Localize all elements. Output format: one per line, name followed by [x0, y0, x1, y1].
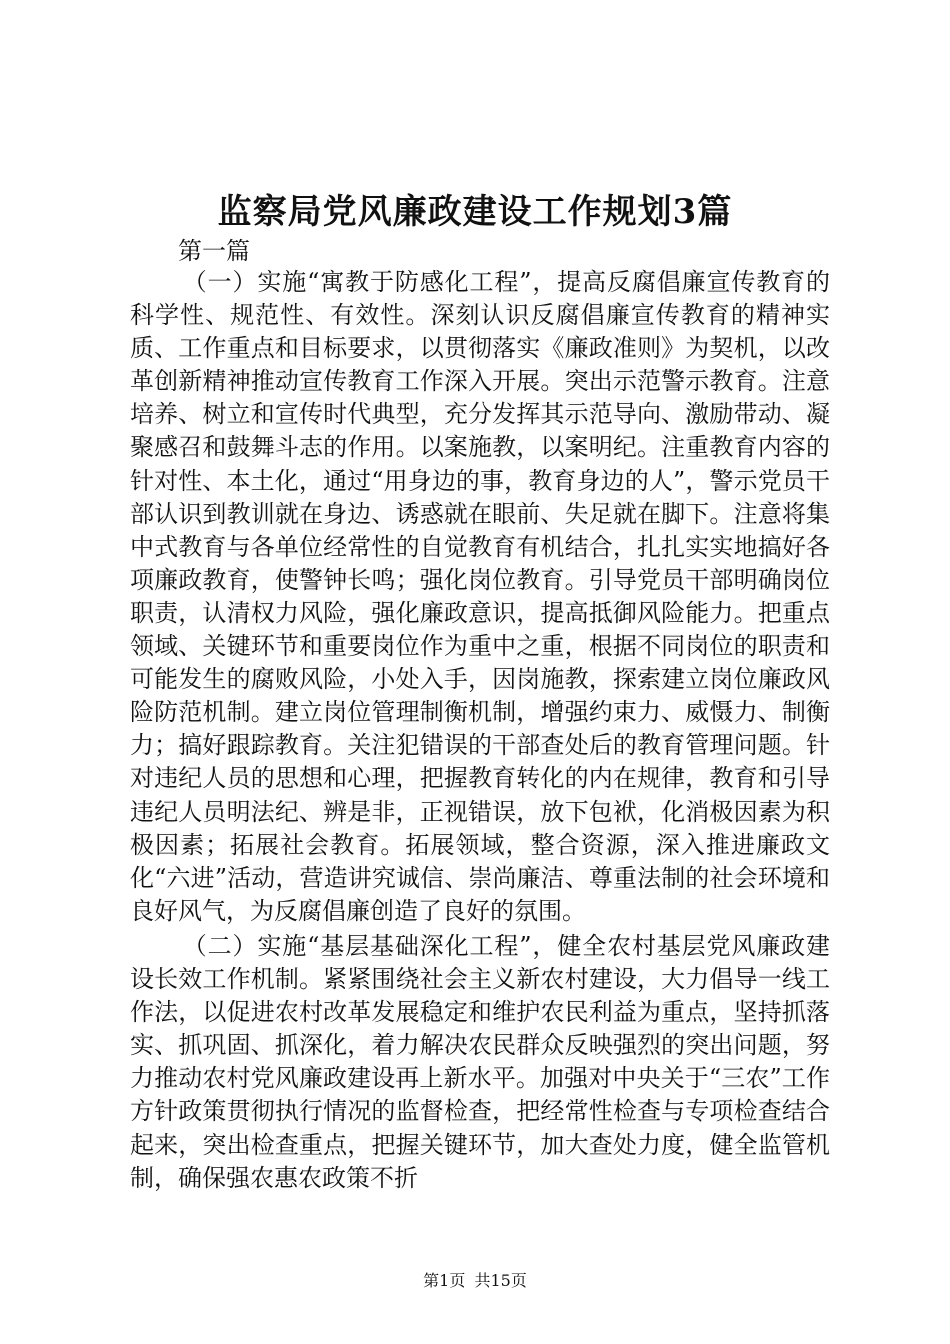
paragraph-2: （二）实施“基层基础深化工程”，健全农村基层党风廉政建设长效工作机制。紧紧围绕社会主义新农村建设，大力倡导一线工作法，以促进农村改革发展稳定和维护农民利益为重点，坚持抓落实、抓巩固、抓深化，着力解决农民群众反映强烈的突出问题，努力推动农村党风廉政建设再上新水平。加强对中央关于“三农”工作方针政策贯彻执行情况的监督检查，把经常性检查与专项检查结合起来，突出检查重点，把握关键环节，加大查处力度，健全监管机制，确保强农惠农政策不折 — [130, 932, 830, 1192]
paragraph-1: （一）实施“寓教于防感化工程”，提高反腐倡廉宣传教育的科学性、规范性、有效性。深刻认识反腐倡廉宣传教育的精神实质、工作重点和目标要求，以贯彻落实《廉政准则》为契机，以改革创新精神推动宣传教育工作深入开展。突出示范警示教育。注意培养、树立和宣传时代典型，充分发挥其示范导向、激励带动、凝聚感召和鼓舞斗志的作用。以案施教，以案明纪。注重教育内容的针对性、本土化，通过“用身边的事，教育身边的人”，警示党员干部认识到教训就在身边、诱惑就在眼前、失足就在脚下。注意将集中式教育与各单位经常性的自觉教育有机结合，扎扎实实地搞好各项廉政教育，使警钟长鸣；强化岗位教育。引导党员干部明确岗位职责，认清权力风险，强化廉政意识，提高抵御风险能力。把重点领域、关键环节和重要岗位作为重中之重，根据不同岗位的职责和可能发生的腐败风险，小处入手，因岗施教，探索建立岗位廉政风险防范机制。建立岗位管理制衡机制，增强约束力、威慑力、制衡力；搞好跟踪教育。关注犯错误的干部查处后的教育管理问题。针对违纪人员的思想和心理，把握教育转化的内在规律，教育和引导违纪人员明法纪、辨是非，正视错误，放下包袱，化消极因素为积极因素；拓展社会教育。拓展领域，整合资源，深入推进廉政文化“六进”活动，营造讲究诚信、崇尚廉洁、尊重法制的社会环境和良好风气，为反腐倡廉创造了良好的氛围。 — [130, 268, 830, 925]
page-number: 第1页 — [423, 1271, 466, 1290]
page-total: 共15页 — [474, 1271, 527, 1290]
document-title: 监察局党风廉政建设工作规划3篇 — [217, 192, 733, 232]
page-footer — [0, 1270, 950, 1292]
section-heading: 第一篇 — [178, 237, 250, 265]
